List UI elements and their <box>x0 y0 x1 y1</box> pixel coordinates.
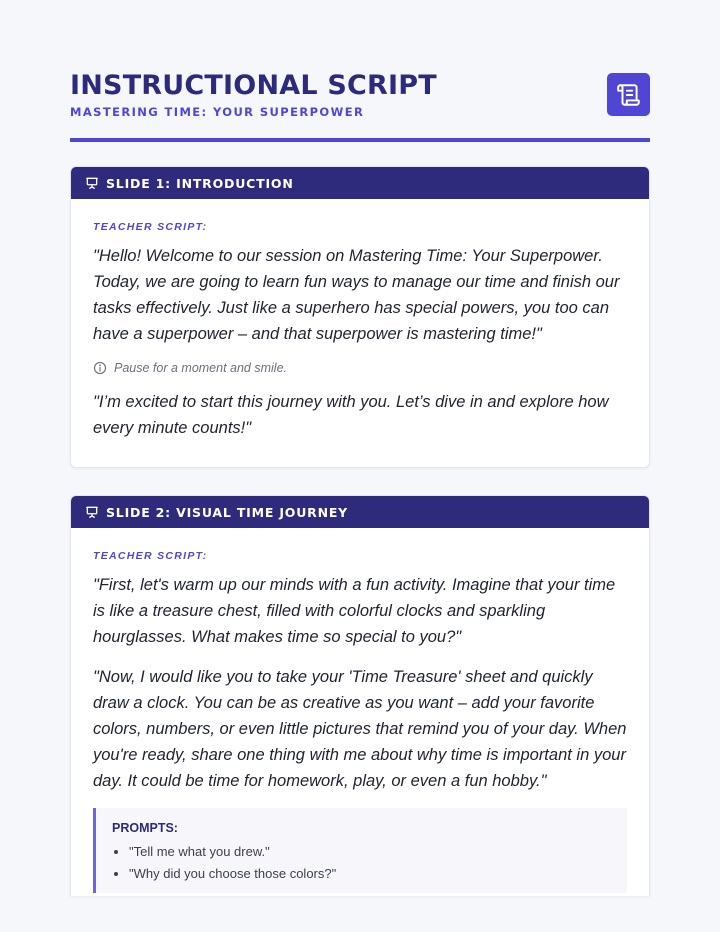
script-paragraph-1b: "I’m excited to start this journey with you. Let’s dive in and explore how every minute counts!" <box>93 393 609 437</box>
list-item: • "Why did you choose those colors?" <box>129 863 611 885</box>
slide-card-2 <box>70 495 650 896</box>
slide-header-1 <box>71 167 649 199</box>
stage-note-1 <box>93 361 627 375</box>
slide-body-1 <box>71 199 649 441</box>
prompts-title: PROMPTS: <box>112 821 178 835</box>
info-icon <box>93 361 107 375</box>
script-paragraph-1a: "Hello! Welcome to our session on Mastering Time: Your Superpower. Today, we are going to learn fun ways to manage our time and finish our tasks effectively. Just like a superhero has special powers, you too can have a superpower – and that superpower is mastering time!" <box>93 247 620 343</box>
presentation-icon <box>85 176 99 190</box>
slide-title-2: SLIDE 2: VISUAL TIME JOURNEY <box>106 504 349 520</box>
teacher-script-label-2: TEACHER SCRIPT: <box>93 550 208 562</box>
document-header <box>70 68 650 142</box>
stage-note-text-1: Pause for a moment and smile. <box>114 361 287 375</box>
page-subtitle: MASTERING TIME: YOUR SUPERPOWER <box>70 105 365 119</box>
script-paragraph-2b: "Now, I would like you to take your 'Time Treasure' sheet and quickly draw a clock. You can be as creative as you want – add your favorite colors, numbers, or even little pictures that remind you of your day. When you're ready, share one thing with me about why time is important in your day. It could be time for homework, play, or even a fun hobby." <box>93 668 627 790</box>
script-paragraph-2a: "First, let's warm up our minds with a fun activity. Imagine that your time is like a treasure chest, filled with colorful clocks and sparkling hourglasses. What makes time so special to you?" <box>93 576 616 646</box>
slide-header-2 <box>71 496 649 528</box>
presentation-icon <box>85 505 99 519</box>
list-item: • "Tell me what you drew." <box>129 841 611 863</box>
page-title: INSTRUCTIONAL SCRIPT <box>70 70 437 101</box>
prompts-box <box>93 808 627 893</box>
scroll-icon <box>607 73 650 116</box>
slide-title-1: SLIDE 1: INTRODUCTION <box>106 175 294 191</box>
slide-card-1 <box>70 166 650 468</box>
teacher-script-label-1: TEACHER SCRIPT: <box>93 221 208 233</box>
prompts-list <box>112 841 611 885</box>
slide-body-2 <box>71 528 649 893</box>
